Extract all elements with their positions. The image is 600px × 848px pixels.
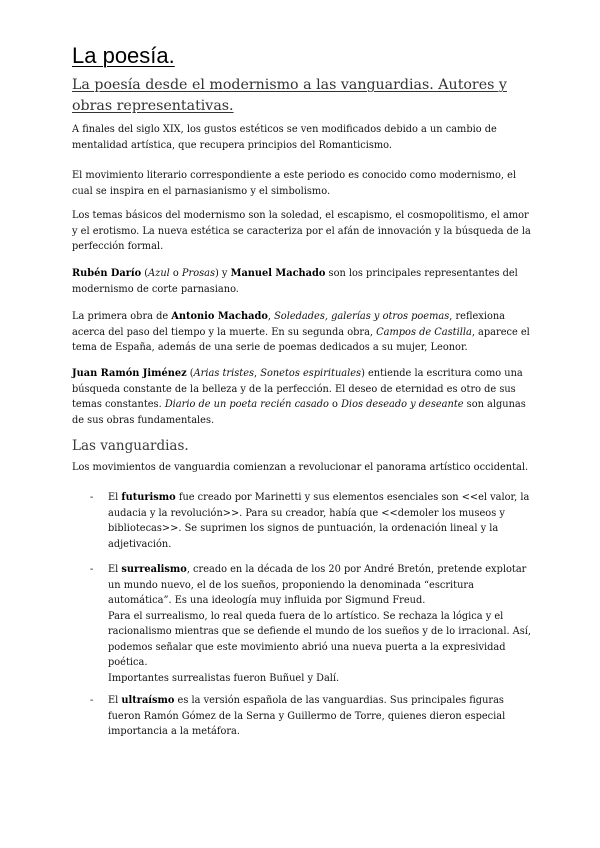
text-fragment: o [328, 399, 342, 410]
paragraph-dario-machado [72, 266, 532, 297]
text-fragment: es la versión española de las vanguardias. Sus principales figuras fueron Ramón Gómez de la Serna y Guillermo de Torre, quienes dieron especial importancia a la metáfora. [108, 695, 506, 737]
work-title: Azul [148, 268, 170, 279]
text-fragment: fue creado por Marinetti y sus elementos esenciales son <<el valor, la audacia y la revolución>>. Para su creador, había que <<demoler los museos y bibliotecas>>. Se suprimen los signos de puntuación, la ordenación lineal y la adjetivación. [108, 492, 530, 550]
text-fragment: El [108, 492, 122, 503]
work-title: Diario de un poeta recién casado [164, 399, 329, 410]
term-futurismo: futurismo [121, 492, 176, 503]
text-fragment: son los principales representantes del modernismo de corte parnasiano. [72, 268, 518, 295]
text-fragment: , creado en la década de los 20 por André Bretón, pretende explotar un mundo nuevo, el de los sueños, proponiendo la denominada “escritura automática”. Es una ideología muy influida por Sigmund Freud. [108, 564, 527, 606]
work-title: Soledades, galerías y otros poemas [274, 311, 450, 322]
surrealismo-paragraph: Importantes surrealistas fueron Buñuel y Dalí. [108, 672, 340, 684]
term-surrealismo: surrealismo [121, 564, 187, 575]
author-juan-ramon-jimenez: Juan Ramón Jiménez [72, 368, 187, 379]
list-item-surrealismo [108, 562, 533, 686]
text-fragment: , [267, 311, 275, 322]
list-item-ultraismo [108, 693, 533, 740]
text-fragment: El [108, 564, 122, 575]
paragraph-antonio-machado [72, 309, 532, 356]
work-title: Sonetos espirituales [260, 368, 362, 379]
text-fragment: ) entiende la escritura como una búsqueda constante de la belleza y de la perfección. El deseo de eternidad es otro de sus temas constantes. [72, 368, 523, 410]
text-fragment: ( [141, 268, 149, 279]
text-fragment: , [254, 368, 261, 379]
text-fragment: La primera obra de [72, 311, 172, 322]
author-antonio-machado: Antonio Machado [171, 311, 268, 322]
text-fragment: ( [186, 368, 194, 379]
surrealismo-paragraph: Para el surrealismo, lo real queda fuera de lo artístico. Se rechaza la lógica y el racionalismo mientras que se defiende el mundo de los sueños y de lo irracional. Así, podemos señalar que este movimiento abrió una nueva puerta a la expresividad poética. [108, 610, 532, 668]
author-manuel-machado: Manuel Machado [230, 268, 326, 279]
list-bullet: - [90, 695, 94, 706]
work-title: Campos de Castilla [376, 326, 472, 338]
author-ruben-dario: Rubén Darío [72, 268, 142, 279]
page-subtitle: La poesía desde el modernismo a las vanguardias. Autores y obras representativas. [72, 77, 507, 114]
work-title: Dios deseado y deseante [341, 399, 464, 410]
paragraph-modernismo: El movimiento literario correspondiente a este periodo es conocido como modernismo, el cual se inspira en el parnasianismo y el simbolismo. [72, 170, 517, 197]
text-fragment: son algunas de sus obras fundamentales. [72, 399, 526, 426]
paragraph-juan-ramon-jimenez [72, 366, 532, 428]
text-fragment: El [108, 695, 122, 706]
list-bullet: - [90, 564, 94, 575]
text-fragment: o [169, 268, 182, 279]
text-fragment: , reflexiona acerca del paso del tiempo y la muerte. En su segunda obra, [72, 311, 505, 338]
work-title: Prosas [181, 268, 215, 279]
list-item-futurismo [108, 490, 533, 552]
text-fragment: ) y [215, 268, 231, 279]
paragraph-temas: Los temas básicos del modernismo son la soledad, el escapismo, el cosmopolitismo, el amor y el erotismo. La nueva estética se caracteriza por el afán de innovación y la búsqueda de la perfección formal. [72, 210, 531, 252]
text-fragment: , aparece el tema de España, además de una serie de poemas dedicados a su mujer, Leonor. [72, 326, 530, 353]
page-title: La poesía. [72, 43, 175, 68]
surrealismo-paragraph [108, 562, 533, 609]
paragraph-vanguardias-intro: Los movimientos de vanguardia comienzan a revolucionar el panorama artístico occidental. [72, 462, 529, 473]
term-ultraismo: ultraísmo [121, 695, 175, 706]
list-bullet: - [90, 492, 94, 503]
section-heading-vanguardias: Las vanguardias. [72, 438, 189, 454]
work-title: Arias tristes [193, 368, 255, 379]
paragraph-intro: A finales del siglo XIX, los gustos estéticos se ven modificados debido a un cambio de mentalidad artística, que recupera principios del Romanticismo. [72, 124, 497, 151]
